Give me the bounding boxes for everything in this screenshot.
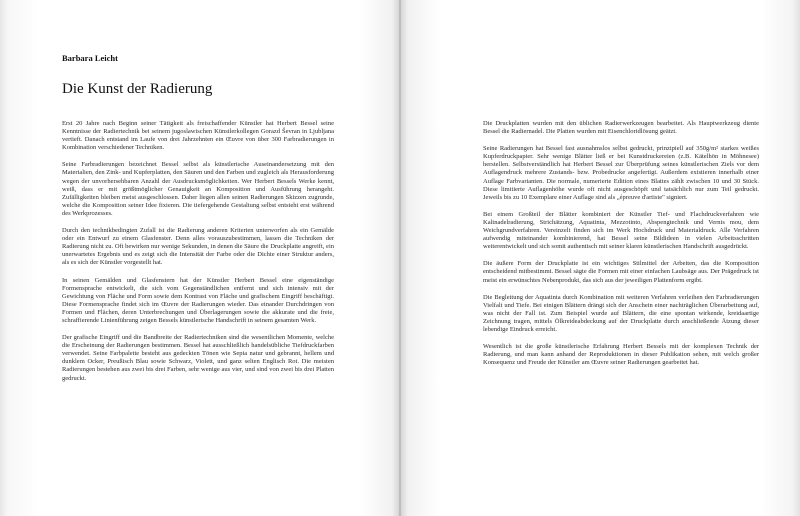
article-title: Die Kunst der Radierung bbox=[62, 81, 213, 97]
right-text-column bbox=[483, 120, 759, 376]
paragraph: In seinen Gemälden und Glasfenstern hat der Künstler Herbert Bessel eine eigenständige Formensprache entwickelt, die sich vom Gegenständlichen entfernt und sich intensiv mit der Gewichtung von Fläche und Form sowie dem Kontrast von Fläche und grafischem Eingriff beschäftigt. Diese Formensprache findet sich im Œuvre der Radierungen wieder. Das einander Durchdringen von Formen und Flächen, deren Unterbrechungen und Überlagerungen sowie die akkurate und die freie, schraffierende Linienführung zeigen Bessels künstlerische Handschrift in seinem gesamten Werk. bbox=[62, 276, 334, 324]
paragraph: Durch den technikbedingten Zufall ist die Radierung anderen Kriterien unterworfen als ein Gemälde oder ein Entwurf zu einem Glasfenster. Denn alles vorauszubestimmen, lassen die Techniken der Radierung nicht zu. Oft bewirken nur wenige Sekunden, in denen die Säure die Druckplatte angreift, ein unerwartetes Ergebnis und es zeigt sich die Intensität der Farbe oder die Dichte einer Struktur anders, als es sich der Künstler vorgestellt hat. bbox=[62, 227, 334, 267]
paragraph: Seine Radierungen hat Bessel fast ausnahmslos selbst gedruckt, prinzipiell auf 350g/m² starkes weißes Kupferdruckpapier. Sehr wenige Blätter ließ er bei Kunstdruckereien (z.B. Kätelhön in Möhnesee) herstellen. Selbstverständlich hat Herbert Bessel zur Überprüfung seines künstlerischen Ziels vor dem Auflagendruck mehrere Zustands- bzw. Probedrucke angefertigt. Außerdem existieren innerhalb einer Auflage Farbvarianten. Die normale, numerierte Edition eines Blattes zählt zwischen 10 und 30 Stück. Diese limitierte Auflagenhöhe wurde oft nicht ausgeschöpft und tatsächlich nur zum Teil gedruckt. Jeweils bis zu 10 Exemplare einer Auflage sind als „épreuve d'artiste" signiert. bbox=[483, 145, 759, 201]
paragraph: Seine Farbradierungen bezeichnet Bessel selbst als künstlerische Auseinandersetzung mit den Materialien, den Zink- und Kupferplatten, den Säuren und den Farben und zugleich als Herausforderung wegen der unvorhersehbaren Anzahl der Ausdrucksmöglichkeiten. Wer Herbert Bessels Werke kennt, weiß, dass er mit größtmöglicher Genauigkeit an Komposition und Ausführung herangeht. Zufälligkeiten bleiben meist ausgeschlossen. Daher liegen allen seinen Radierungen Skizzen zugrunde, welche die Komposition seiner Idee fixieren. Die tiefergehende Gestaltung selbst entsteht erst während des Werkprozesses. bbox=[62, 161, 334, 217]
paragraph: Wesentlich ist die große künstlerische Erfahrung Herbert Bessels mit der komplexen Technik der Radierung, und man kann anhand der Reproduktionen in dieser Publikation sehen, mit welch großer Konsequenz und Freude der Künstler am Œuvre seiner Radierungen gearbeitet hat. bbox=[483, 343, 759, 367]
author-name: Barbara Leicht bbox=[62, 53, 118, 63]
left-text-column bbox=[62, 120, 334, 392]
paragraph: Bei einem Großteil der Blätter kombiniert der Künstler Tief- und Flachdruckverfahren wie Kaltnadelradierung, Strichätzung, Aquatinta, Mezzotinto, Abspengtechnik und Vernis mou, dem Weichgrundverfahren. Vereinzelt finden sich im Werk Hochdruck und Materialdruck. Alle Verfahren aufwendig miteinander kombinierend, hat Bessel seine Bildideen in vielen Arbeitsschritten weiterentwickelt und sich somit authentisch mit seiner klaren künstlerischen Handschrift ausgedrückt. bbox=[483, 210, 759, 251]
paragraph: Erst 20 Jahre nach Beginn seiner Tätigkeit als freischaffender Künstler hat Herbert Bessel seine Kenntnisse der Radiertechnik bei seinem jugoslawischen Künstlerkollegen Gorazd Ševran in Ljubljana vertieft. Danach entstand im Laufe von drei Jahrzehnten ein Œuvre von über 300 Farbradierungen in Kombination verschiedener Techniken. bbox=[62, 120, 334, 152]
paragraph: Die Begleitung der Aquatinta durch Kombination mit weiteren Verfahren verleihen den Farbradierungen Vielfalt und Tiefe. Bei einigen Blättern drängt sich der Anschein einer nachträglichen Überarbeitung auf, was nicht der Fall ist. Zum Beispiel wurde auf Blättern, die eine spontan wirkende, kreidaartige Zeichnung tragen, mittels Ölkreideabdeckung auf der Druckplatte durch anschließende Ätzung dieser lebendige Eindruck erreicht. bbox=[483, 293, 759, 333]
paragraph: Der grafische Eingriff und die Bandbreite der Radiertechniken sind die wesentlichen Momente, welche die Erscheinung der Radierungen bestimmen. Bessel hat ausschließlich handelsübliche Tiefdruckfarben verwendet. Seine Farbpalette besteht aus gedeckten Tönen wie Sepia natur und gebrannt, hellem und dunklem Ocker, Preußisch Blau sowie Schwarz, Violett, und ganz selten Englisch Rot. Die meisten Radierungen bestehen aus zwei bis drei Farben, sehr wenige aus vier, und sind von zwei bis drei Platten gedruckt. bbox=[62, 334, 334, 382]
right-page bbox=[401, 0, 800, 516]
paragraph: Die äußere Form der Druckplatte ist ein wichtiges Stilmittel der Arbeiten, das die Komposition entscheidend mitbestimmt. Bessel sägte die Formen mit einer einfachen Laubsäge aus. Der Prägedruck ist meist ein erwünschtes Nebenprodukt, das sich aus der jeweiligen Plattenform ergibt. bbox=[483, 260, 759, 284]
paragraph: Die Druckplatten wurden mit den üblichen Radierwerkzeugen bearbeitet. Als Hauptwerkzeug diente Bessel die Radiernadel. Die Platten wurden mit Eisenchloridlösung geätzt. bbox=[483, 120, 759, 136]
left-page bbox=[0, 0, 399, 516]
